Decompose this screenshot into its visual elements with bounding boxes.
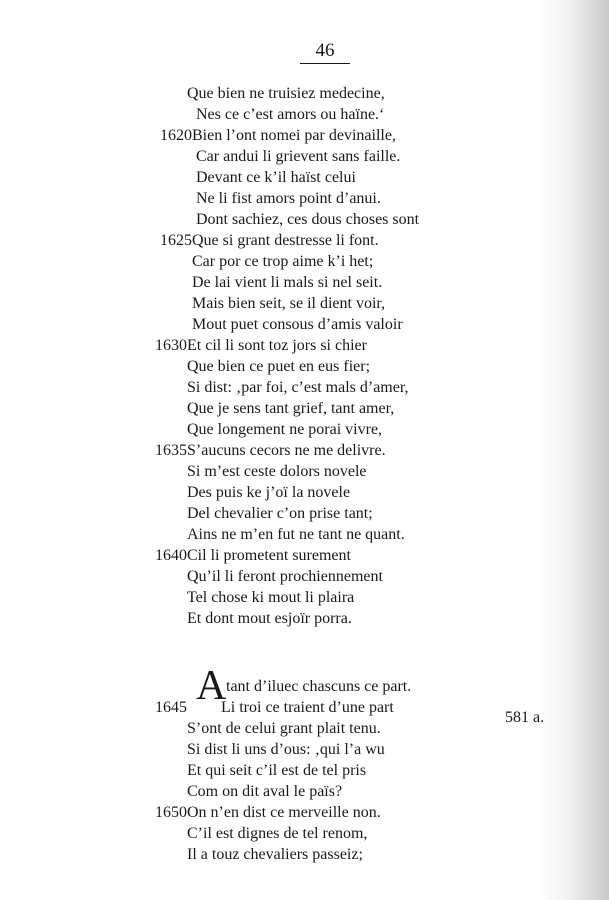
verse-line: Que je sens tant grief, tant amer, (187, 400, 395, 417)
line-number: 1640 (155, 547, 187, 564)
verse-line: Car por ce trop aime k’i het; (192, 253, 374, 270)
verse-line: Que si grant destresse li font. (192, 232, 379, 249)
verse-line: Ains ne m’en fut ne tant ne quant. (187, 526, 405, 543)
line-number: 1645 (155, 699, 187, 716)
verse-line: Cil li prometent surement (187, 547, 351, 564)
verse-line: Si dist li uns d’ous: ‚qui l’a wu (187, 741, 385, 758)
verse-line: Li troi ce traient d’une part (221, 699, 394, 716)
verse-line: Dont sachiez, ces dous choses sont (196, 211, 420, 228)
verse-line: Bien l’ont nomei par devinaille, (192, 127, 396, 144)
line-number: 1620 (160, 127, 192, 144)
verse-line: Del chevalier c’on prise tant; (187, 505, 373, 522)
verse-line: Com on dit aval le païs? (187, 783, 343, 800)
drop-cap: A (196, 663, 227, 709)
verse-line: Et qui seit c’il est de tel pris (187, 762, 367, 779)
verse-line: Devant ce k’il haïst celui (196, 169, 356, 186)
verse-line: Et dont mout esjoïr porra. (187, 610, 352, 627)
verse-line: Tel chose ki mout li plaira (187, 589, 355, 606)
verse-line: S’ont de celui grant plait tenu. (187, 720, 381, 737)
verse-line: Il a touz chevaliers passeiz; (187, 846, 363, 863)
verse-line: Et cil li sont toz jors si chier (187, 337, 367, 354)
line-number: 1630 (155, 337, 187, 354)
verse-line: Que bien ce puet en eus fier; (187, 358, 371, 375)
margin-note: 581 a. (505, 709, 545, 726)
verse-line: Mais bien seit, se il dient voir, (192, 295, 386, 312)
verse-line: Mout puet consous d’amis valoir (192, 316, 403, 333)
verse-line: On n’en dist ce merveille non. (187, 804, 381, 821)
verse-line: Des puis ke j’oï la novele (187, 484, 351, 501)
verse-line: Nes ce c’est amors ou haïne.‘ (196, 106, 385, 123)
verse-line: Si m’est ceste dolors novele (187, 463, 367, 480)
line-number: 1625 (160, 232, 192, 249)
verse-line: C’il est dignes de tel renom, (187, 825, 368, 842)
verse-line: tant d’iluec chascuns ce part. (226, 678, 412, 695)
line-number: 1635 (155, 442, 187, 459)
verse-line: Que bien ne truisiez medecine, (187, 85, 385, 102)
verse-line: De lai vient li mals si nel seit. (192, 274, 383, 291)
line-number: 1650 (155, 804, 187, 821)
verse-line: Qu’il li feront prochiennement (187, 568, 383, 585)
verse-line: Ne li fist amors point d’anui. (196, 190, 381, 207)
verse-line: Si dist: ‚par foi, c’est mals d’amer, (187, 379, 409, 396)
page-number: 46 (300, 40, 350, 64)
verse-line: Car andui li grievent sans faille. (196, 148, 401, 165)
verse-line: S’aucuns cecors ne me delivre. (187, 442, 386, 459)
verse-line: Que longement ne porai vivre, (187, 421, 383, 438)
